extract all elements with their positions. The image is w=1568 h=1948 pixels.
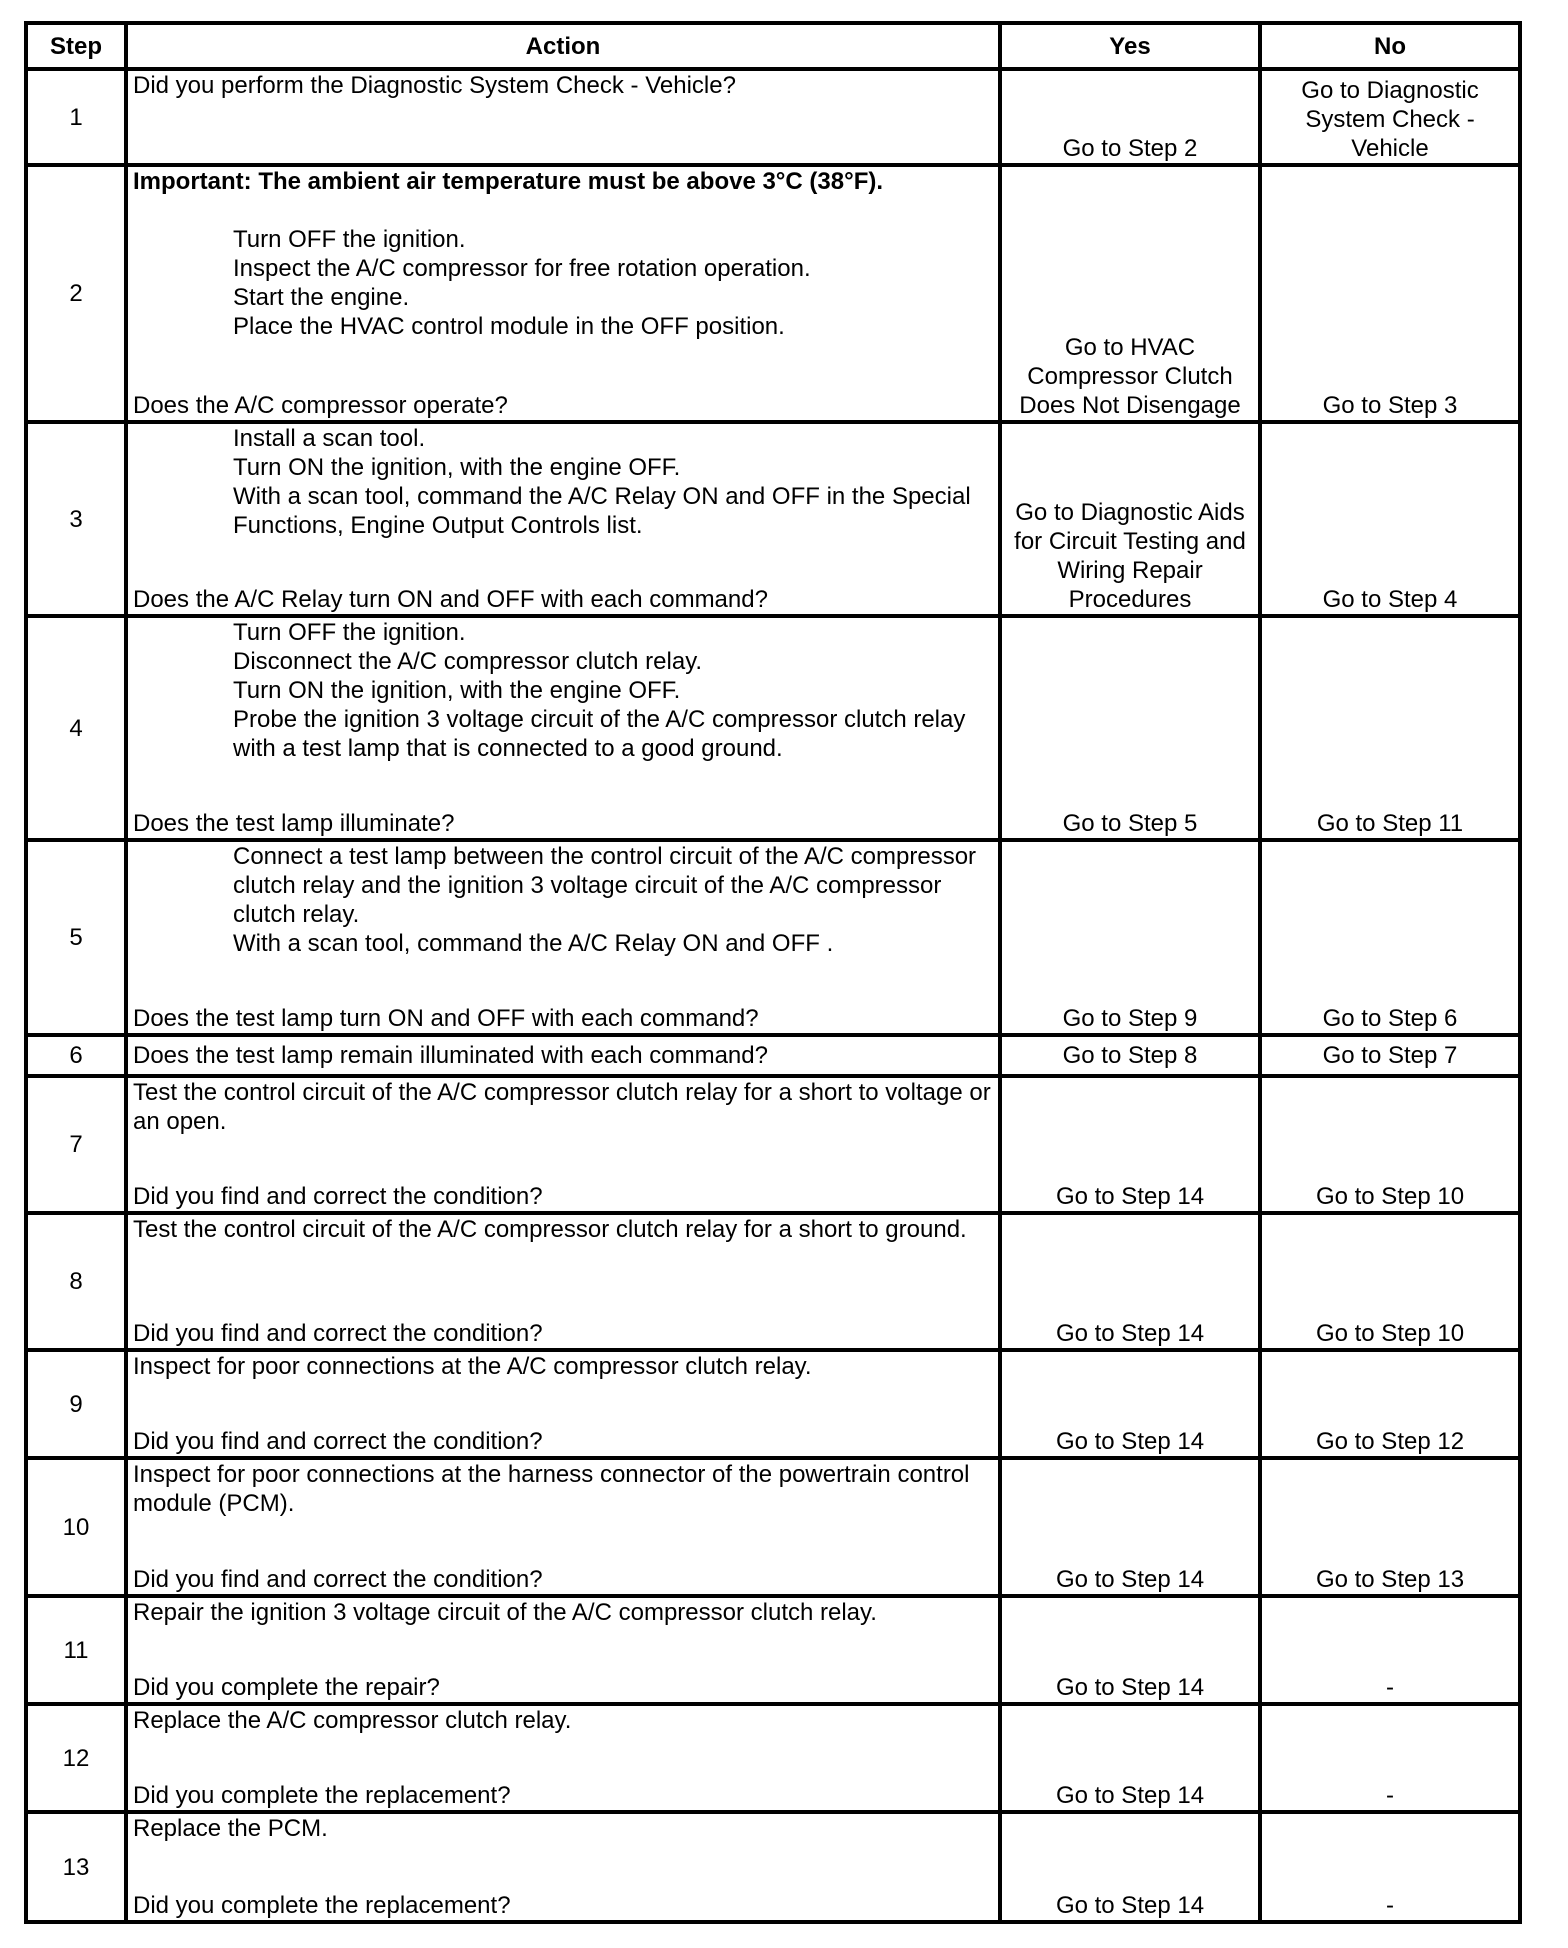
yes-cell: Go to Step 14: [1000, 1458, 1260, 1596]
table-row: [26, 1812, 1520, 1922]
action-question: Did you complete the replacement?: [133, 1892, 511, 1919]
action-step: Install a scan tool.: [233, 425, 426, 452]
action-cell: [126, 616, 1000, 840]
no-cell: -: [1260, 1704, 1520, 1812]
action-question: Did you find and correct the condition?: [133, 1320, 543, 1347]
action-cell: [126, 1035, 1000, 1076]
action-cell: [126, 1350, 1000, 1458]
action-text: Inspect for poor connections at the harness connector of the powertrain control module (PCM).: [133, 1461, 970, 1517]
action-question: Does the test lamp illuminate?: [133, 810, 455, 837]
action-question: Does the test lamp remain illuminated with each command?: [133, 1042, 768, 1069]
step-number: 4: [26, 616, 126, 840]
action-text: Inspect for poor connections at the A/C compressor clutch relay.: [133, 1353, 812, 1380]
action-text: Test the control circuit of the A/C compressor clutch relay for a short to voltage or an open.: [133, 1079, 991, 1135]
table-row: [26, 69, 1520, 165]
action-step: Turn OFF the ignition.: [233, 619, 466, 646]
step-number: 13: [26, 1812, 126, 1922]
action-text: Test the control circuit of the A/C compressor clutch relay for a short to ground.: [133, 1216, 967, 1243]
step-number: 1: [26, 69, 126, 165]
yes-cell: Go to Step 2: [1000, 69, 1260, 165]
yes-cell: Go to Step 14: [1000, 1213, 1260, 1350]
action-cell: [126, 69, 1000, 165]
table-row: [26, 840, 1520, 1035]
no-cell: Go to Step 6: [1260, 840, 1520, 1035]
no-cell: Go to Diagnostic System Check - Vehicle: [1260, 69, 1520, 165]
step-number: 5: [26, 840, 126, 1035]
step-number: 11: [26, 1596, 126, 1704]
action-step: With a scan tool, command the A/C Relay ON and OFF in the Special Functions, Engine Output Controls list.: [233, 483, 971, 539]
no-cell: Go to Step 4: [1260, 422, 1520, 616]
header-row: [26, 23, 1520, 69]
step-number: 3: [26, 422, 126, 616]
table-row: [26, 1213, 1520, 1350]
table-row: [26, 1350, 1520, 1458]
table-row: [26, 616, 1520, 840]
header-yes: Yes: [1000, 23, 1260, 69]
step-number: 7: [26, 1076, 126, 1213]
action-step: Turn OFF the ignition.: [233, 226, 466, 253]
yes-cell: Go to Step 14: [1000, 1812, 1260, 1922]
header-no: No: [1260, 23, 1520, 69]
no-cell: Go to Step 11: [1260, 616, 1520, 840]
step-number: 2: [26, 165, 126, 422]
action-step: Turn ON the ignition, with the engine OFF.: [233, 454, 681, 481]
step-number: 9: [26, 1350, 126, 1458]
action-text: Replace the A/C compressor clutch relay.: [133, 1707, 572, 1734]
no-cell: Go to Step 10: [1260, 1076, 1520, 1213]
action-cell: [126, 1076, 1000, 1213]
action-step: Start the engine.: [233, 284, 410, 311]
step-number: 6: [26, 1035, 126, 1076]
yes-cell: Go to Step 14: [1000, 1350, 1260, 1458]
header-action: Action: [126, 23, 1000, 69]
action-step: With a scan tool, command the A/C Relay ON and OFF .: [233, 930, 834, 957]
no-cell: Go to Step 3: [1260, 165, 1520, 422]
table-row: [26, 1596, 1520, 1704]
yes-cell: Go to Step 14: [1000, 1076, 1260, 1213]
action-step: Disconnect the A/C compressor clutch relay.: [233, 648, 703, 675]
action-question: Did you find and correct the condition?: [133, 1566, 543, 1593]
action-cell: [126, 1458, 1000, 1596]
action-question: Does the test lamp turn ON and OFF with each command?: [133, 1005, 759, 1032]
action-text: Did you perform the Diagnostic System Check - Vehicle?: [133, 72, 736, 99]
yes-cell: Go to Diagnostic Aids for Circuit Testing and Wiring Repair Procedures: [1000, 422, 1260, 616]
action-question: Does the A/C compressor operate?: [133, 392, 508, 419]
action-cell: [126, 1812, 1000, 1922]
no-cell: Go to Step 7: [1260, 1035, 1520, 1076]
yes-cell: Go to Step 9: [1000, 840, 1260, 1035]
action-cell: [126, 840, 1000, 1035]
action-cell: [126, 165, 1000, 422]
header-step: Step: [26, 23, 126, 69]
action-cell: [126, 1704, 1000, 1812]
table-row: [26, 165, 1520, 422]
no-cell: Go to Step 13: [1260, 1458, 1520, 1596]
diagnostic-table: [24, 21, 1522, 1924]
step-number: 10: [26, 1458, 126, 1596]
yes-cell: Go to HVAC Compressor Clutch Does Not Disengage: [1000, 165, 1260, 422]
step-number: 12: [26, 1704, 126, 1812]
yes-cell: Go to Step 5: [1000, 616, 1260, 840]
table-row: [26, 1076, 1520, 1213]
action-step: Probe the ignition 3 voltage circuit of the A/C compressor clutch relay with a test lamp that is connected to a good ground.: [233, 706, 966, 762]
action-text: Replace the PCM.: [133, 1815, 328, 1842]
step-number: 8: [26, 1213, 126, 1350]
action-step: Inspect the A/C compressor for free rotation operation.: [233, 255, 811, 282]
table-row: [26, 1704, 1520, 1812]
action-step: Turn ON the ignition, with the engine OFF.: [233, 677, 681, 704]
table-row: [26, 1458, 1520, 1596]
action-cell: [126, 422, 1000, 616]
action-question: Did you complete the replacement?: [133, 1782, 511, 1809]
action-step: Place the HVAC control module in the OFF position.: [233, 313, 785, 340]
action-step: Connect a test lamp between the control circuit of the A/C compressor clutch relay and the ignition 3 voltage circuit of the A/C compressor clutch relay.: [233, 843, 977, 928]
action-text: Repair the ignition 3 voltage circuit of the A/C compressor clutch relay.: [133, 1599, 877, 1626]
action-cell: [126, 1596, 1000, 1704]
no-cell: -: [1260, 1596, 1520, 1704]
action-cell: [126, 1213, 1000, 1350]
action-question: Did you complete the repair?: [133, 1674, 440, 1701]
no-cell: Go to Step 12: [1260, 1350, 1520, 1458]
no-cell: -: [1260, 1812, 1520, 1922]
action-question: Did you find and correct the condition?: [133, 1428, 543, 1455]
no-cell: Go to Step 10: [1260, 1213, 1520, 1350]
table-row: [26, 422, 1520, 616]
yes-cell: Go to Step 14: [1000, 1704, 1260, 1812]
table-row: [26, 1035, 1520, 1076]
action-question: Does the A/C Relay turn ON and OFF with each command?: [133, 586, 768, 613]
action-question: Did you find and correct the condition?: [133, 1183, 543, 1210]
yes-cell: Go to Step 14: [1000, 1596, 1260, 1704]
yes-cell: Go to Step 8: [1000, 1035, 1260, 1076]
important-note: Important: The ambient air temperature must be above 3°C (38°F).: [133, 168, 884, 195]
